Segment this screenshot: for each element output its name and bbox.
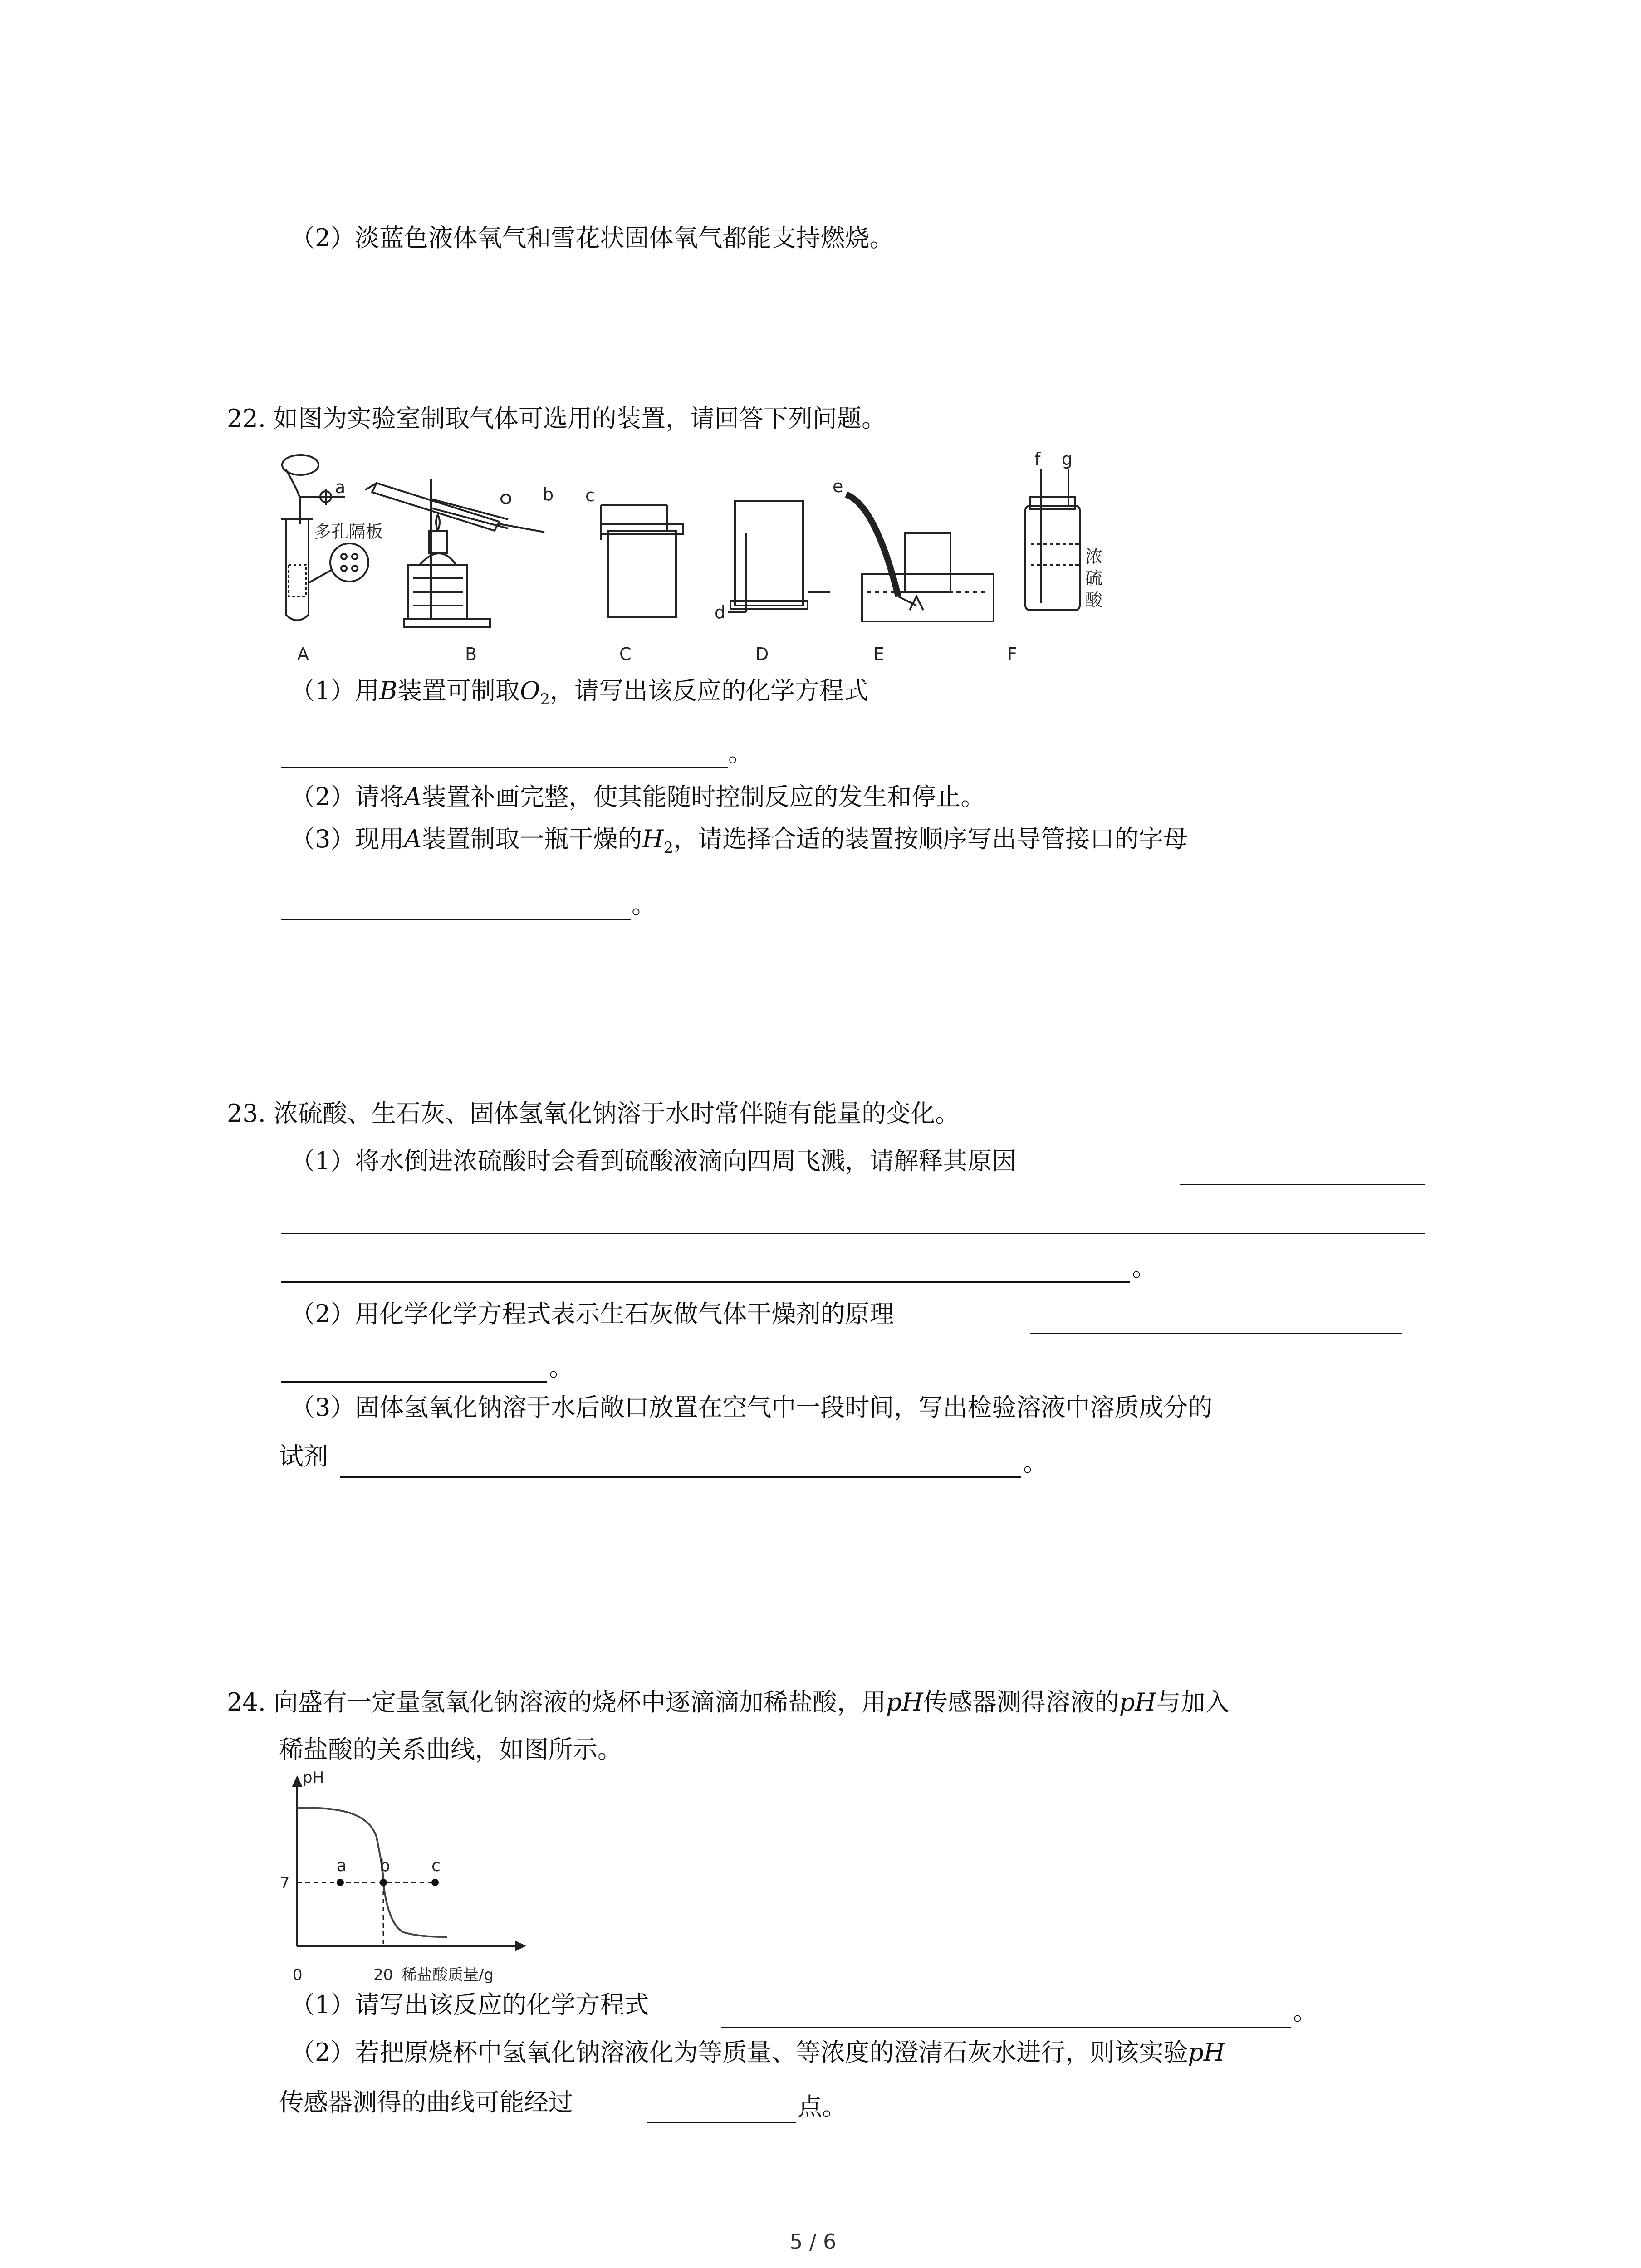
q23-answer2-end: 。 [549,1353,573,1382]
page-number: 5 / 6 [789,2229,837,2254]
q24-answer2-end: 点。 [798,2092,847,2121]
port-letter-a: a [335,477,346,497]
ph-curve-chart [272,1769,544,2005]
apparatus-letter-A: A [297,644,309,664]
q22-sub3: （3）现用A装置制取一瓶干燥的$H_2$，请选择合适的装置按顺序写出导管接口的字母 [290,825,1188,857]
q21-item2: （2）淡蓝色液体氧气和雪花状固体氧气都能支持燃烧。 [290,224,894,252]
q23-sub1: （1）将水倒进浓硫酸时会看到硫酸液滴向四周飞溅，请解释其原因 [290,1147,1017,1175]
point-label-c: c [431,1857,441,1875]
port-letter-c: c [585,485,595,505]
apparatus-letter-C: C [619,644,632,664]
q23-answer1-end: 。 [1132,1253,1156,1282]
point-label-a: a [337,1857,347,1875]
q24-stem-line2: 稀盐酸的关系曲线，如图所示。 [279,1735,622,1764]
port-letter-b: b [543,484,554,504]
q23-answer2-blank-a[interactable] [1030,1333,1402,1334]
x-axis-label: 稀盐酸质量/g [402,1966,494,1984]
q23-stem: 23. 浓硫酸、生石灰、固体氢氧化钠溶于水时常伴随有能量的变化。 [227,1099,960,1128]
y-axis-arrow [292,1775,303,1787]
x-tick-20: 20 [373,1966,393,1984]
q22-stem: 22. 如图为实验室制取气体可选用的装置，请回答下列问题。 [227,404,887,433]
q24-sub2-b: 传感器测得的曲线可能经过 [279,2088,573,2116]
q23-sub3-b: 试剂 [279,1442,328,1471]
q22-apparatus-figure [272,449,1103,669]
ph-curve [297,1808,447,1937]
q23-sub2: （2）用化学化学方程式表示生石灰做气体干燥剂的原理 [290,1300,894,1328]
q23-answer3-end: 。 [1023,1448,1048,1477]
q23-answer1-blank-b[interactable] [281,1233,1425,1234]
port-letter-f: f [1034,449,1041,469]
q22-sub2: （2）请将A装置补画完整，使其能随时控制反应的发生和停止。 [290,782,985,811]
port-letter-d: d [715,602,726,622]
apparatus-letter-F: F [1007,644,1017,664]
point-label-b: b [380,1857,390,1875]
q24-answer1-blank[interactable] [721,2027,1291,2028]
y-tick-7: 7 [280,1874,290,1892]
apparatus-letter-E: E [873,644,885,664]
q24-sub2: （2）若把原烧杯中氢氧化钠溶液化为等质量、等浓度的澄清石灰水进行，则该实验pH [290,2038,1225,2067]
data-point-c [431,1879,439,1886]
q24-sub1: （1）请写出该反应的化学方程式 [290,1990,649,2019]
q23-answer1-blank-a[interactable] [1180,1184,1425,1185]
q22-sub1: （1）用B装置可制取$O_2$，请写出该反应的化学方程式 [290,676,868,709]
porous-plate-label: 多孔隔板 [314,522,383,542]
q22-answer3-blank[interactable] [281,919,631,920]
apparatus-letter-B: B [465,644,477,664]
q23-answer1-blank-c[interactable] [281,1281,1130,1283]
q23-answer3-blank[interactable] [340,1476,1021,1478]
data-point-b [380,1879,387,1886]
q23-sub3: （3）固体氢氧化钠溶于水后敞口放置在空气中一段时间，写出检验溶液中溶质成分的 [290,1393,1213,1422]
q24-answer1-end: 。 [1293,1997,1318,2026]
x-axis-arrow [515,1941,526,1951]
x-tick-0: 0 [293,1966,303,1984]
acid-label-1: 浓 [1085,547,1103,567]
q24-answer2-blank[interactable] [647,2122,796,2123]
port-letter-e: e [833,476,843,496]
q23-answer2-blank-b[interactable] [281,1381,547,1383]
y-axis-label: pH [303,1769,324,1787]
apparatus-letter-D: D [755,644,769,664]
q22-answer1-end: 。 [728,738,753,767]
q24-stem: 24. 向盛有一定量氢氧化钠溶液的烧杯中逐滴滴加稀盐酸，用pH传感器测得溶液的pH与加入 [227,1688,1230,1716]
q22-answer3-end: 。 [632,890,656,919]
data-point-a [337,1879,344,1886]
acid-label-2: 硫 [1085,568,1103,588]
q22-answer1-blank[interactable] [281,767,728,768]
port-letter-g: g [1062,449,1073,469]
acid-label-3: 酸 [1085,590,1103,610]
